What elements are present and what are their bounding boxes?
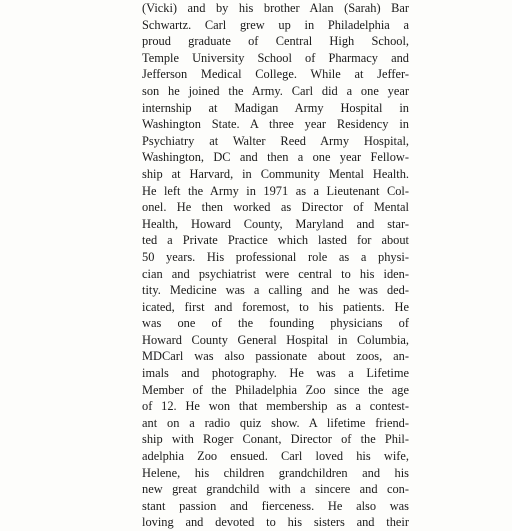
text-line: ant on a radio quiz show. A lifetime friend- [142,415,409,430]
text-line: Washington State. A three year Residency in [142,117,409,132]
text-line: new great grandchild with a sincere and con- [142,482,409,497]
text-line: MDCarl was also passionate about zoos, an- [142,349,409,364]
text-line: (Vicki) and by his brother Alan (Sarah) Bar [142,1,409,15]
text-line: Temple University School of Pharmacy and [142,50,409,65]
text-line: Jefferson Medical College. While at Jeffer- [142,67,409,82]
text-line: Helene, his children grandchildren and his [142,465,409,480]
text-line: proud graduate of Central High School, [142,34,409,49]
text-line: ship at Harvard, in Community Mental Health. [142,166,409,181]
text-line: onel. He then worked as Director of Mental [142,200,409,215]
text-line: 50 years. His professional role as a physi- [142,249,409,264]
text-line: son he joined the Army. Carl did a one year [142,83,409,98]
text-line: He left the Army in 1971 as a Lieutenant Col- [142,183,409,198]
text-line: adelphia Zoo ensued. Carl loved his wife, [142,449,409,464]
text-line: cian and psychiatrist were central to his iden- [142,266,409,281]
text-line: tity. Medicine was a calling and he was ded- [142,283,409,298]
text-line: was one of the founding physicians of [142,316,409,331]
text-line: Washington, DC and then a one year Fellow- [142,150,409,165]
middle-obituary-column [138,0,411,531]
text-line: icated, first and foremost, to his patients. He [142,299,409,314]
text-line: of 12. He won that membership as a contest- [142,399,409,414]
text-line: loving and devoted to his sisters and their [142,515,409,530]
text-line: ted a Private Practice which lasted for about [142,233,409,248]
text-line: Howard County General Hospital in Columbia, [142,332,409,347]
text-line: imals and photography. He was a Lifetime [142,366,409,381]
text-line: ship with Roger Conant, Director of the Phil- [142,432,409,447]
text-line: stant passion and fierceness. He also was [142,498,409,513]
text-line: Schwartz. Carl grew up in Philadelphia a [142,17,409,32]
text-line: Health, Howard County, Maryland and star- [142,216,409,231]
text-line: internship at Madigan Army Hospital in [142,100,409,115]
text-line: Psychiatry at Walter Reed Army Hospital, [142,133,409,148]
text-line: Member of the Philadelphia Zoo since the age [142,382,409,397]
middle-obituary-text [138,0,411,531]
